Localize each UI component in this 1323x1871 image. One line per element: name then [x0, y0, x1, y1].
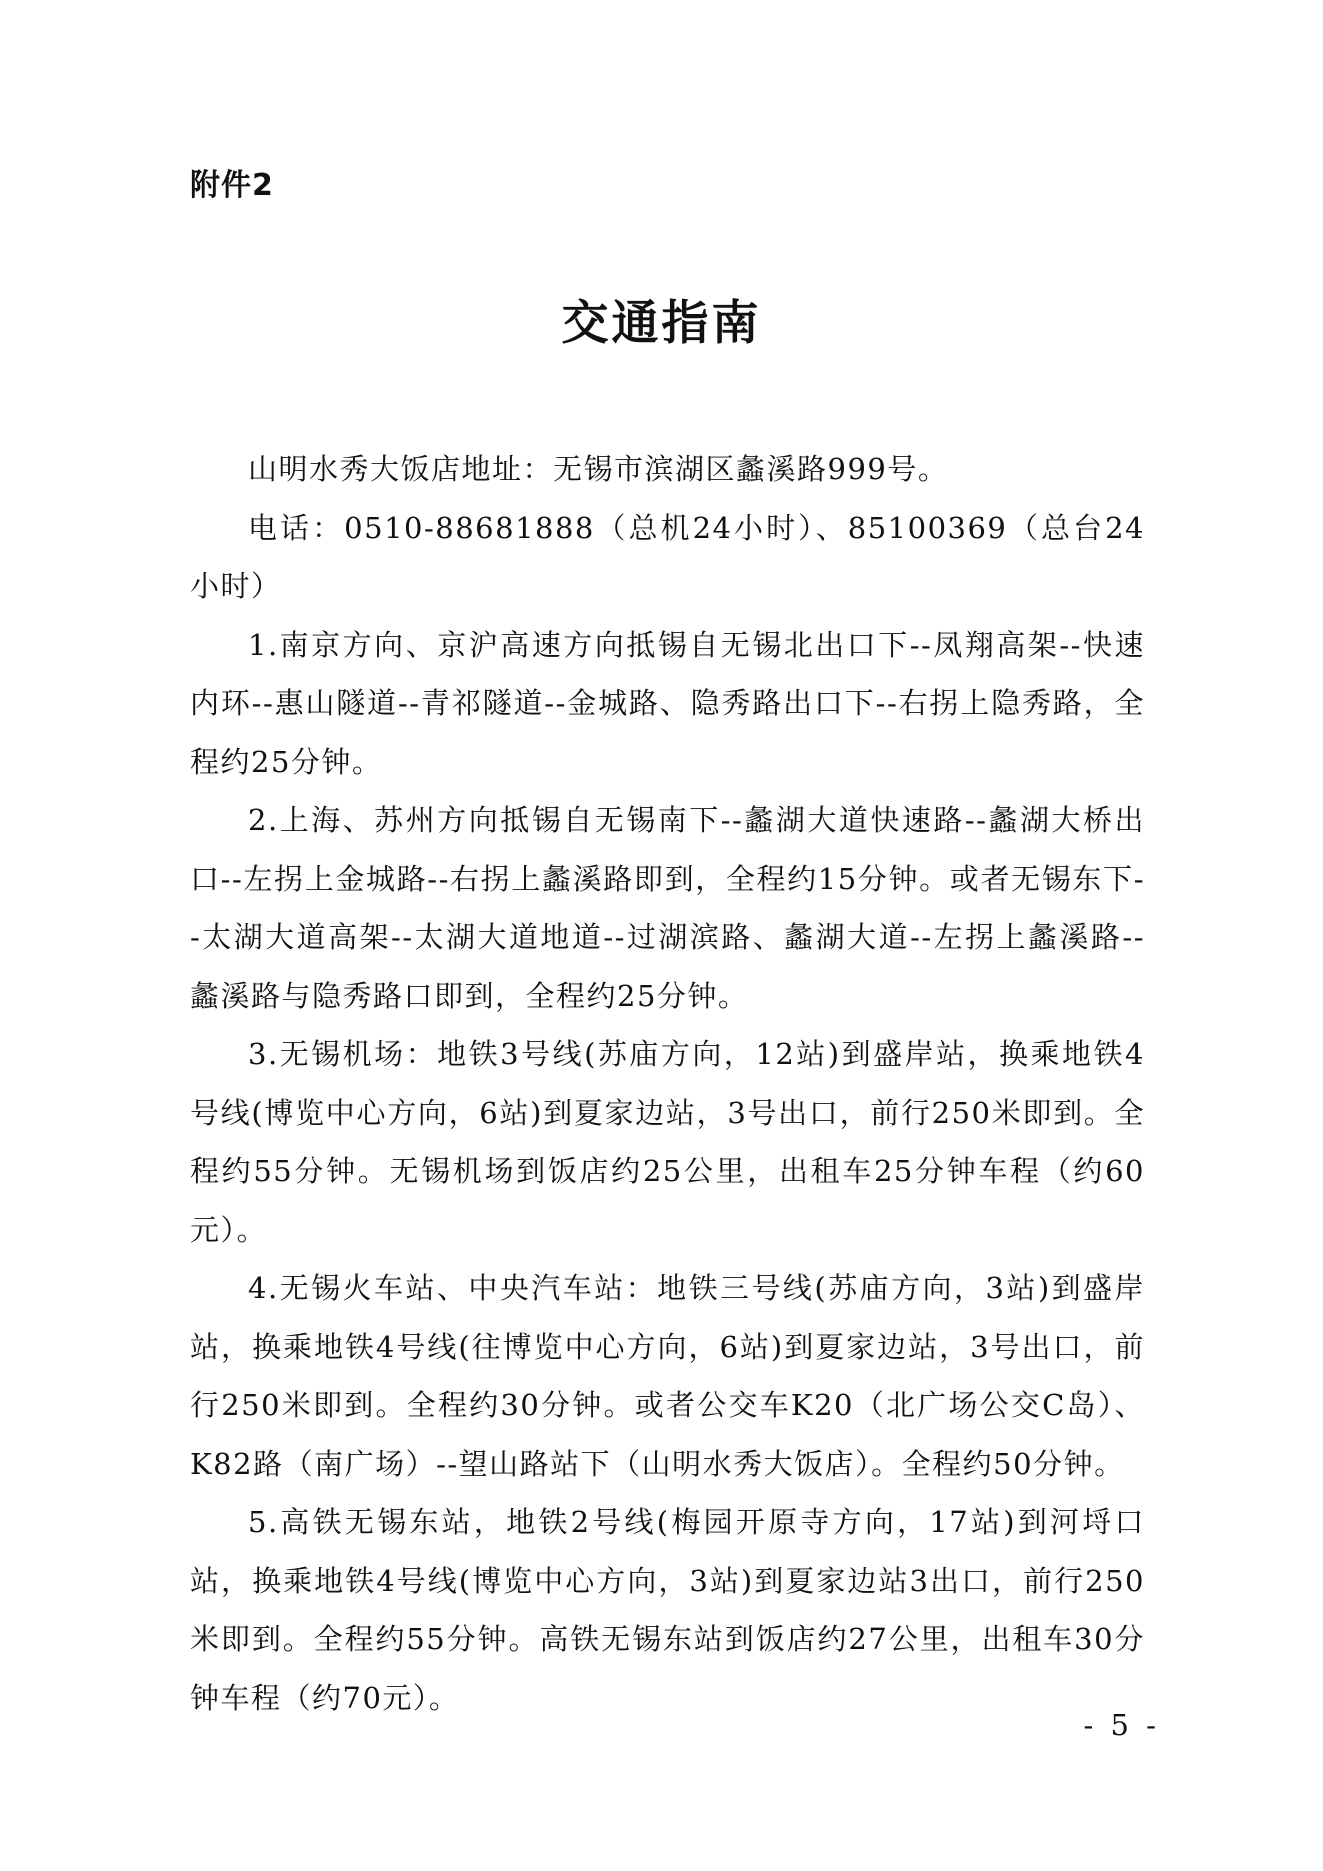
page-title: 交通指南 — [561, 296, 762, 351]
page-number: - 5 - — [1083, 1708, 1160, 1742]
hotel-address-paragraph: 山明水秀大饭店地址：无锡市滨湖区蠡溪路999号。 — [248, 452, 949, 486]
route-railway-station-paragraph: 4.无锡火车站、中央汽车站：地铁三号线(苏庙方向，3站)到盛岸站，换乘地铁4号线(往博览中心方向，6站)到夏家边站，3号出口，前行250米即到。全程约30分钟。或者公交车K20（北广场公交C岛）、K82路（南广场）--望山路站下（山明水秀大饭店）。全程约50分钟。 — [190, 1271, 1145, 1481]
route-high-speed-rail-paragraph: 5.高铁无锡东站，地铁2号线(梅园开原寺方向，17站)到河埒口站，换乘地铁4号线(博览中心方向，3站)到夏家边站3出口，前行250米即到。全程约55分钟。高铁无锡东站到饭店约27公里，出租车30分钟车程（约70元）。 — [190, 1505, 1145, 1715]
route-airport-paragraph: 3.无锡机场：地铁3号线(苏庙方向，12站)到盛岸站，换乘地铁4号线(博览中心方向，6站)到夏家边站，3号出口，前行250米即到。全程约55分钟。无锡机场到饭店约25公里，出租车25分钟车程（约60元）。 — [190, 1037, 1145, 1247]
attachment-label: 附件2 — [190, 168, 274, 203]
phone-paragraph: 电话：0510-88681888（总机24小时）、85100369（总台24小时） — [190, 510, 1145, 603]
document-body — [190, 440, 1145, 1727]
route-shanghai-paragraph: 2.上海、苏州方向抵锡自无锡南下--蠡湖大道快速路--蠡湖大桥出口--左拐上金城路--右拐上蠡溪路即到，全程约15分钟。或者无锡东下--太湖大道高架--太湖大道地道--过湖滨路、蠡湖大道--左拐上蠡溪路--蠡溪路与隐秀路口即到，全程约25分钟。 — [190, 803, 1145, 1013]
route-nanjing-paragraph: 1.南京方向、京沪高速方向抵锡自无锡北出口下--凤翔高架--快速内环--惠山隧道--青祁隧道--金城路、隐秀路出口下--右拐上隐秀路，全程约25分钟。 — [190, 627, 1145, 779]
